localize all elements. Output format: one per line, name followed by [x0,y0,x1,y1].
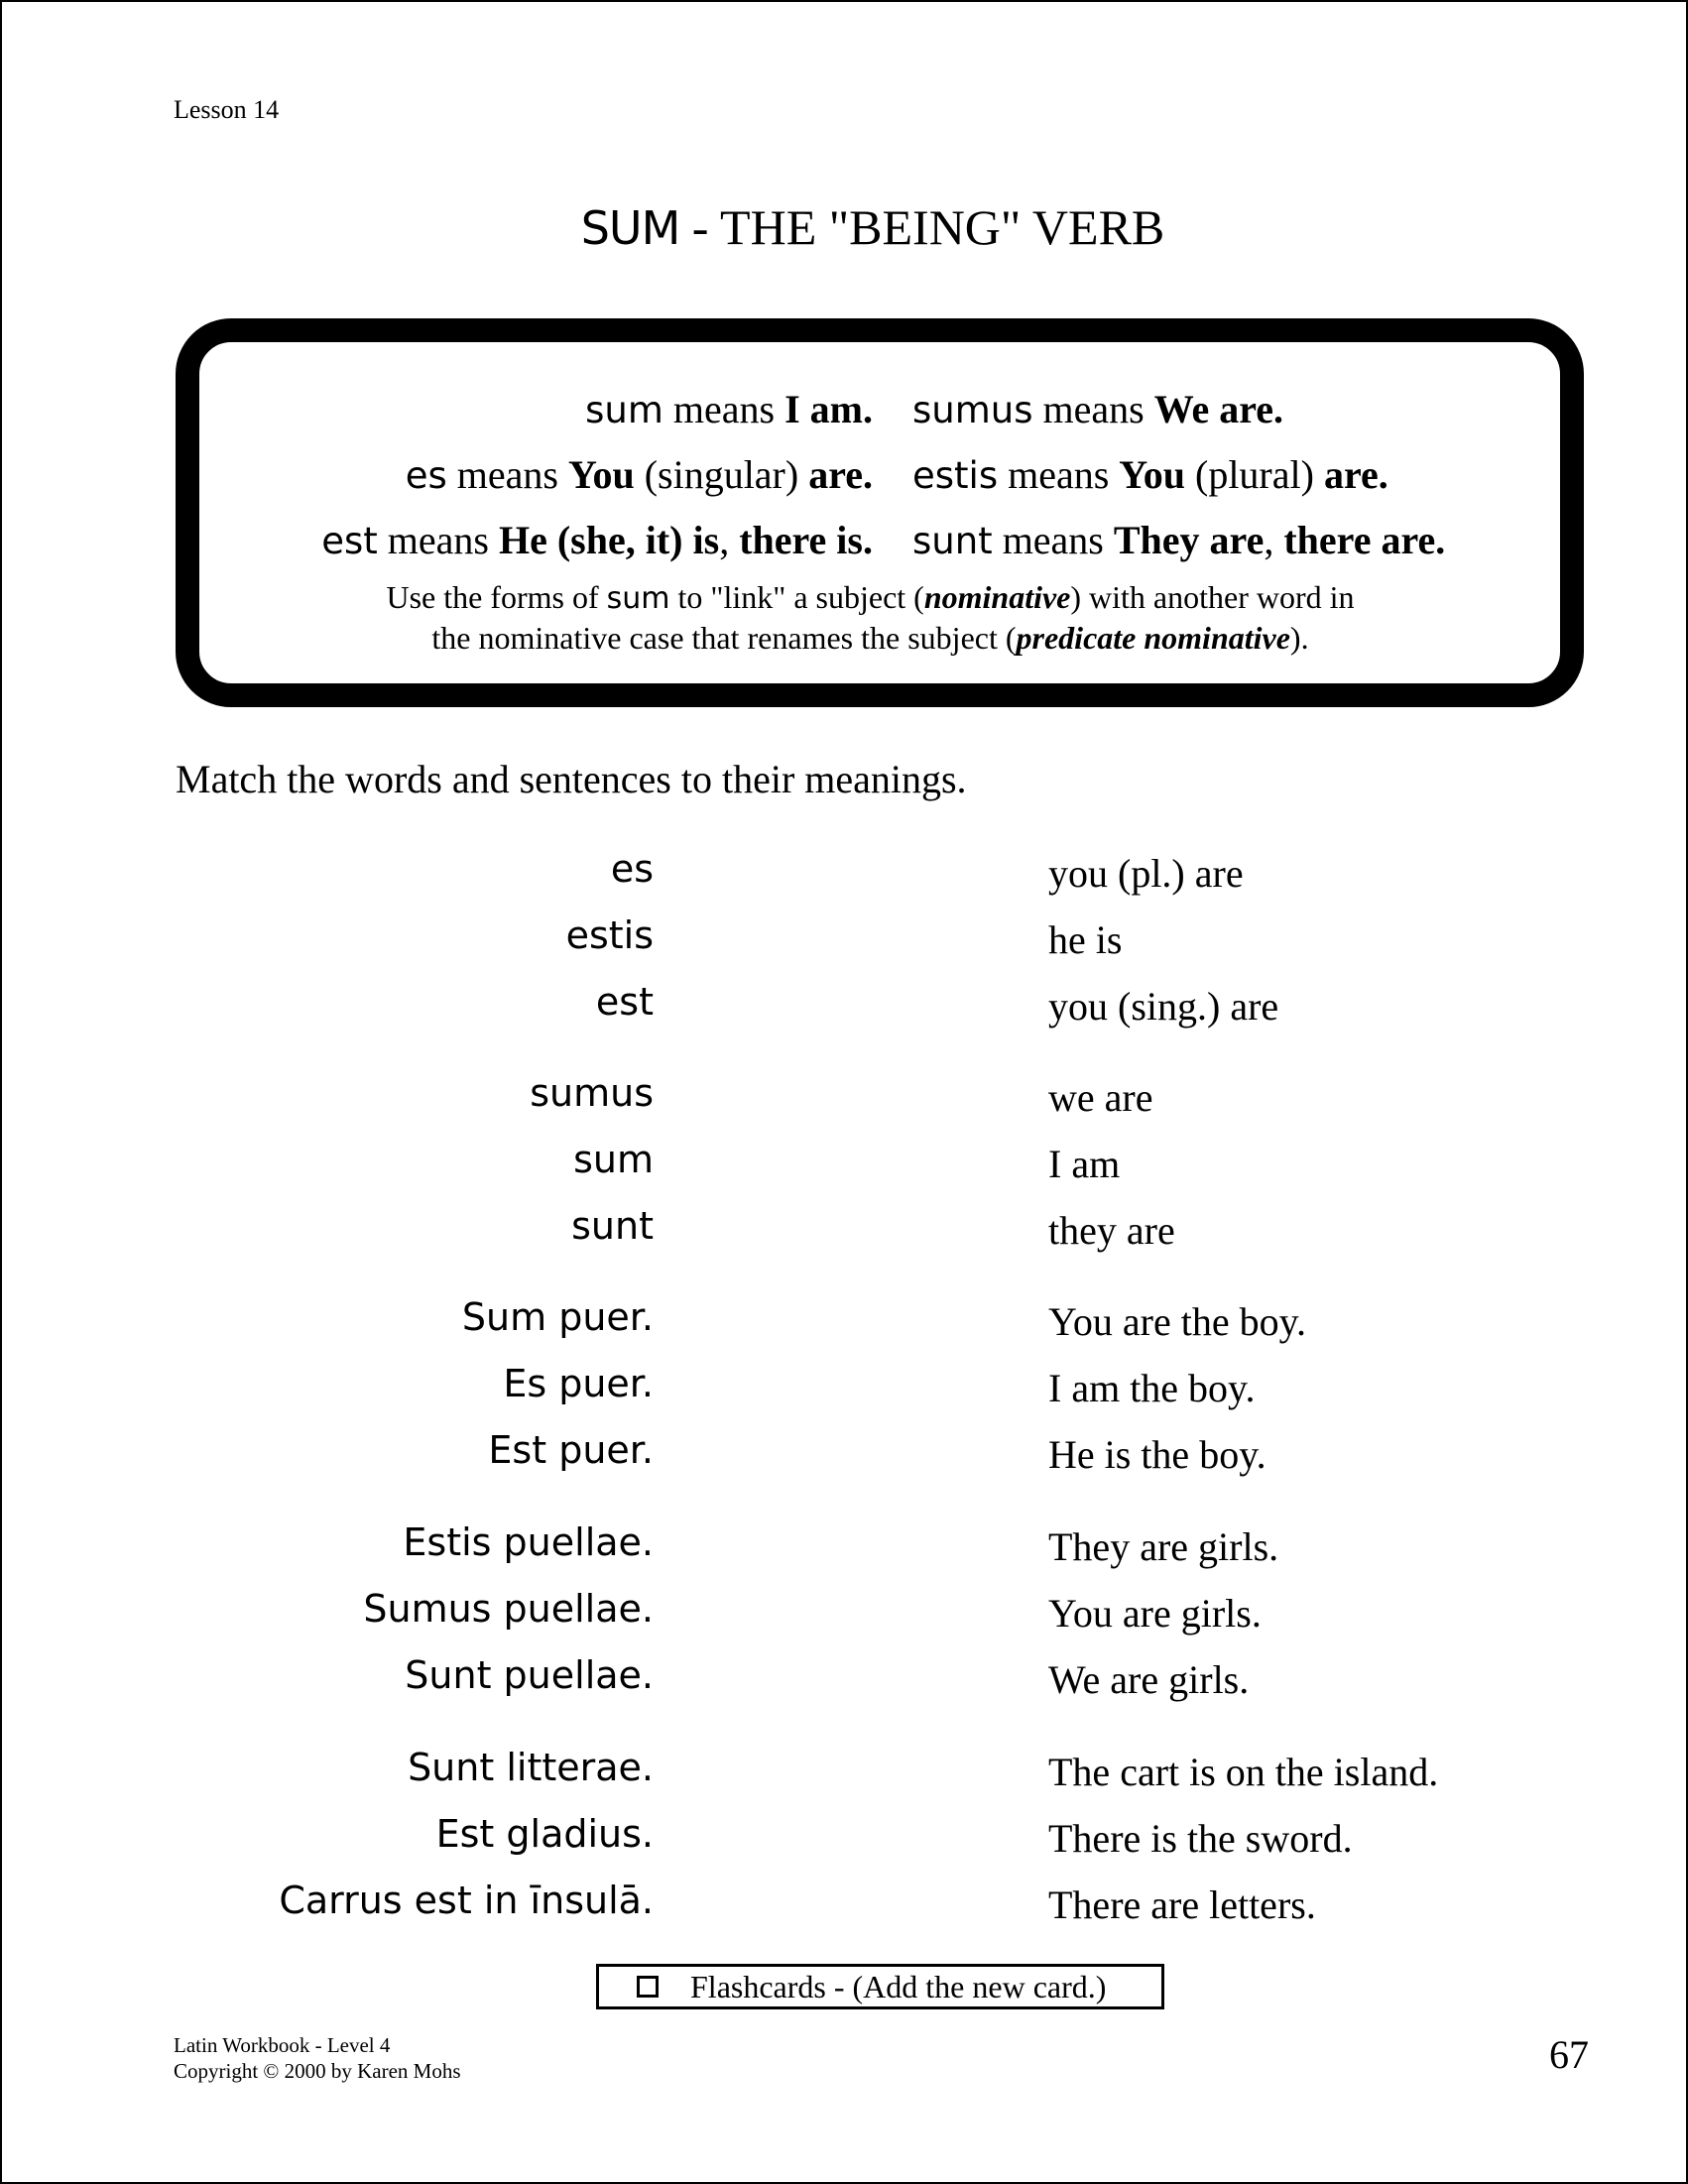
latin-form: sumus [912,389,1033,431]
checkbox-icon[interactable] [637,1976,659,1998]
meaning-bold: They are [1113,518,1265,562]
note-text: ). [1289,620,1309,656]
match-english: I am [1048,1142,1121,1186]
means-word: means [387,518,489,562]
comma: , [1264,518,1274,562]
match-english: I am the boy. [1048,1366,1256,1410]
match-latin: Sunt puellae. [405,1653,654,1697]
definition-left [406,451,873,498]
definition-row [0,377,1688,432]
meaning-bold: You [567,452,635,497]
match-english: you (pl.) are [1048,851,1244,896]
match-english: They are girls. [1048,1524,1279,1569]
latin-form: estis [912,454,999,497]
meaning: I am. [784,387,873,431]
note-emphasis: nominative [923,579,1071,615]
latin-form: sum [585,389,663,431]
match-latin: Sunt litterae. [408,1746,654,1789]
meaning-bold: there are. [1283,518,1446,562]
latin-form: sunt [912,520,993,562]
meaning-bold: He [498,518,547,562]
match-latin: Estis puellae. [403,1520,654,1564]
match-latin: es [610,847,654,891]
match-latin: est [595,980,654,1024]
flashcards-reminder [596,1964,1164,2009]
note-text: Use the forms of [386,579,607,615]
match-latin: sum [573,1138,654,1181]
match-english: you (sing.) are [1048,984,1279,1029]
definition-left [321,517,873,563]
match-english: You are the boy. [1048,1299,1306,1344]
note-emphasis: predicate nominative [1016,620,1290,656]
match-english: There are letters. [1048,1882,1316,1927]
match-latin: Est gladius. [435,1812,654,1856]
footer-copyright: Copyright © 2000 by Karen Mohs [174,2059,461,2083]
comma: , [719,518,730,562]
definition-row [0,508,1688,563]
match-latin: Sum puer. [461,1295,654,1339]
match-latin: sumus [530,1071,654,1115]
meaning-bold: it) [645,518,683,562]
match-english: You are girls. [1048,1591,1262,1636]
definition-right [912,386,1283,432]
match-english: There is the sword. [1048,1816,1353,1861]
meaning-bold: (she, [556,518,636,562]
page-title [0,198,1688,256]
meaning-bold: are. [808,452,873,497]
meaning-bold: is [692,518,720,562]
title-latin-word: SUM [580,201,680,255]
definition-right [912,517,1445,563]
usage-note-line-2 [0,620,1688,657]
latin-form: es [405,454,447,497]
means-word: means [456,452,558,497]
usage-note-line-1 [0,579,1688,616]
definition-right [912,451,1388,498]
meaning-bold: there is. [739,518,873,562]
title-text: - THE "BEING" VERB [679,199,1165,255]
meaning-qualifier: (singular) [644,452,799,497]
latin-form: est [321,520,378,562]
instructions: Match the words and sentences to their meanings. [176,757,967,801]
match-english: we are [1048,1075,1153,1120]
means-word: means [1002,518,1104,562]
means-word: means [1008,452,1110,497]
flashcards-label: Flashcards - (Add the new card.) [690,1969,1107,2004]
definition-left [585,386,873,432]
match-english: they are [1048,1208,1175,1253]
match-latin: estis [565,913,654,957]
note-text: the nominative case that renames the subject ( [431,620,1017,656]
means-word: means [1042,387,1145,431]
match-english: The cart is on the island. [1048,1750,1439,1794]
match-latin: sunt [571,1204,654,1248]
note-text: to "link" a subject ( [669,579,924,615]
meaning-bold: are. [1323,452,1388,497]
match-latin: Es puer. [503,1362,654,1405]
latin-form: sum [606,581,670,616]
meaning-qualifier: (plural) [1195,452,1314,497]
match-latin: Carrus est in īnsulā. [279,1879,654,1922]
match-english: He is the boy. [1048,1432,1266,1477]
lesson-label: Lesson 14 [174,95,280,124]
match-latin: Sumus puellae. [363,1587,654,1631]
footer-workbook: Latin Workbook - Level 4 [174,2033,391,2057]
match-english: We are girls. [1048,1657,1250,1702]
page-number: 67 [1549,2032,1589,2077]
definition-row [0,442,1688,498]
meaning-bold: You [1119,452,1185,497]
match-english: he is [1048,917,1123,962]
meaning: We are. [1153,387,1284,431]
match-latin: Est puer. [488,1428,654,1472]
means-word: means [672,387,776,431]
note-text: ) with another word in [1070,579,1355,615]
